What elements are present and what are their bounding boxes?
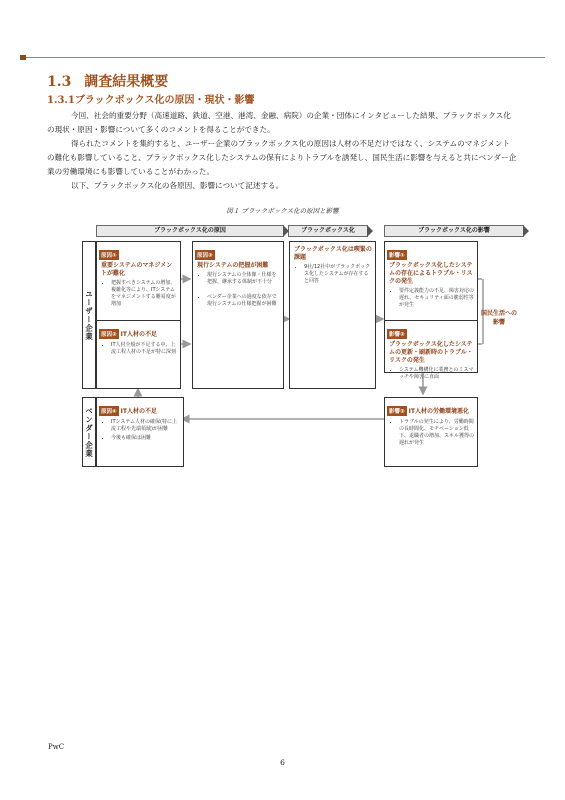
paragraph-2: 得られたコメントを集約すると、ユーザー企業のブラックボックス化の原因は人材の不足だけではなく、システムのマネジメントの難化も影響していること、ブラックボックス化したシステムの保有によりトラブルを誘発し、国民生活に影響を与えると共にベンダー企業の労働環境にも影響していることがわかった。 xyxy=(47,139,517,176)
section-title: 調査結果概要 xyxy=(84,74,169,90)
cause-3-box xyxy=(192,241,284,389)
cause-1-box xyxy=(96,241,181,321)
subsection-title: ブラックボックス化の原因・現状・影響 xyxy=(74,95,255,106)
effect-2-title: ブラックボックス化したシステムの更新・刷新時のトラブル・リスクの発生 xyxy=(389,341,473,364)
effect-3-box xyxy=(384,397,478,467)
effect-2-box xyxy=(384,320,478,380)
effect-1-tag: 影響① xyxy=(387,250,407,260)
current-state-box xyxy=(289,241,376,389)
cause-4-box xyxy=(96,397,184,467)
figure-caption: 図１ ブラックボックス化の原因と影響 xyxy=(226,207,339,215)
page-number: 6 xyxy=(280,758,285,767)
effect-3-list: • トラブルの発生により、労働時間の長時間化、モチベーション低下、退職者の増加、スキル獲得の遅れが発生 xyxy=(385,419,477,447)
current-state-title: ブラックボックス化は喫緊の課題 xyxy=(294,246,372,261)
paragraph-1: 今回、社会的重要分野（高速道路、鉄道、空港、港湾、金融、病院）の企業・団体にインタビューした結果、ブラックボックス化の現状・原因・影響について多くのコメントを得ることができた。 xyxy=(47,111,511,134)
header-rule xyxy=(20,57,545,58)
cause-1-title: 重要システムのマネジメントが難化 xyxy=(101,262,173,277)
footer-company: PwC xyxy=(48,743,65,751)
subsection-number: 1.3.1 xyxy=(47,95,75,106)
outcome-label: 国民生活への影響 xyxy=(480,310,517,326)
section-number: 1.3 xyxy=(47,74,72,90)
effect-3-title: IT人材の労働環境悪化 xyxy=(408,408,469,415)
header-rule-mark xyxy=(20,55,26,60)
cause-4-tag: 原因④ xyxy=(99,406,119,416)
cause-2-box xyxy=(96,320,181,389)
phase-effect: ブラックボックス化の影響 xyxy=(384,225,524,237)
cause-effect-diagram xyxy=(78,219,517,469)
cause-3-list: • 現行システムの全体像・仕様を把握、継承する体制が不十分 • ベンダー企業への過度な依存で現行システムの仕様把握が困難 xyxy=(193,272,283,308)
side-label-user: ユーザー企業 xyxy=(82,241,96,389)
subsection-heading xyxy=(47,91,255,106)
effect-1-title: ブラックボックス化したシステムの存在によるトラブル・リスクの発生 xyxy=(389,262,473,285)
cause-2-title: IT人材の不足 xyxy=(120,331,157,338)
cause-4-list: • ITシステム人材の確保(特に上流工程や先端領域)が困難 • 今後も確保は困難 xyxy=(97,419,183,442)
cause-1-list: • 把握すべきシステムの増加、複雑化等により、ITシステムをマネジメントする難易度が増加 xyxy=(97,280,180,308)
cause-4-title: IT人材の不足 xyxy=(120,408,157,415)
current-state-list: • 9社/12社中がブラックボックス化したシステムが存在すると回答 xyxy=(290,264,375,285)
effect-1-box xyxy=(384,241,478,321)
effect-2-tag: 影響② xyxy=(387,329,407,339)
phase-blackbox: ブラックボックス化 xyxy=(288,225,368,237)
effect-2-list: • システム機構化に業務とのミスマッチや障害に直面 xyxy=(385,367,477,381)
cause-3-tag: 原因③ xyxy=(195,250,215,260)
paragraph-3: 以下、ブラックボックス化の各原因、影響について記述する。 xyxy=(71,181,284,190)
side-label-vendor: ベンダー企業 xyxy=(82,397,96,467)
section-heading xyxy=(47,71,168,91)
cause-1-tag: 原因① xyxy=(99,250,119,260)
effect-3-tag: 影響③ xyxy=(387,406,407,416)
phase-cause: ブラックボックス化の原因 xyxy=(96,225,284,237)
cause-2-list: • IT人材全般が不足する中、上流工程人材の不足が特に深刻 xyxy=(97,342,180,356)
cause-2-tag: 原因② xyxy=(99,329,119,339)
cause-3-title: 現行システムの把握が困難 xyxy=(197,262,269,269)
effect-1-list: • 要件定義能力の不足、障害対応の遅れ、セキュリティ面の脆弱性等が発生 xyxy=(385,288,477,309)
